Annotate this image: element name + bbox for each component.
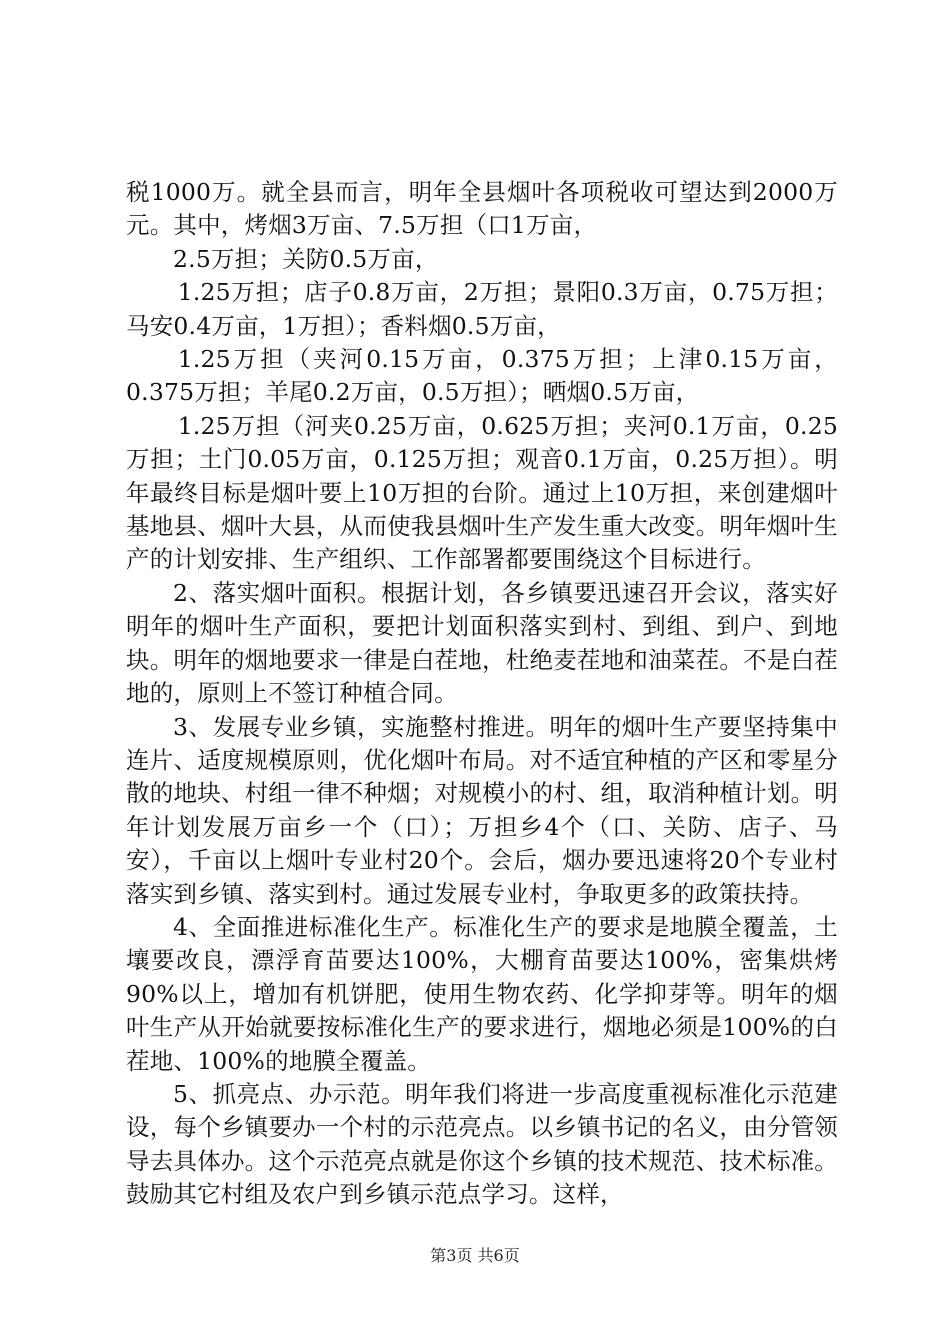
paragraph-item-3: 3、发展专业乡镇，实施整村推进。明年的烟叶生产要坚持集中连片、适度规模原则，优化烟叶布局。对不适宜种植的产区和零星分散的地块、村组一律不种烟；对规模小的村、组，取消种植计划。明年计划发展万亩乡一个（口）；万担乡4个（口、关防、店子、马安），千亩以上烟叶专业村20个。会后，烟办要迅速将20个专业村落实到乡镇、落实到村。通过发展专业村，争取更多的政策扶持。 [126, 712, 838, 908]
page-number-label: 第3页 共6页 [430, 1246, 520, 1265]
paragraph-continuation-1: 2.5万担；关防0.5万亩， [173, 244, 439, 273]
paragraph-item-4: 4、全面推进标准化生产。标准化生产的要求是地膜全覆盖，土壤要改良，漂浮育苗要达100%，大棚育苗要达100%，密集烘烤90%以上，增加有机饼肥，使用生物农药、化学抑芽等。明年的烟叶生产从开始就要按标准化生产的要求进行，烟地必须是100%的白茬地、100%的地膜全覆盖。 [126, 912, 838, 1075]
document-body [126, 176, 838, 1212]
paragraph-continuation-3: 1.25万担（夹河0.15万亩，0.375万担；上津0.15万亩，0.375万担；羊尾0.2万亩，0.5万担）；晒烟0.5万亩， [126, 345, 838, 407]
page-footer [0, 1246, 950, 1266]
paragraph-item-2: 2、落实烟叶面积。根据计划，各乡镇要迅速召开会议，落实好明年的烟叶生产面积，要把计划面积落实到村、到组、到户、到地块。明年的烟地要求一律是白茬地，杜绝麦茬地和油菜茬。不是白茬地的，原则上不签订种植合同。 [126, 578, 838, 708]
paragraph-continuation-2: 1.25万担；店子0.8万亩，2万担；景阳0.3万亩，0.75万担；马安0.4万亩，1万担）；香料烟0.5万亩， [126, 278, 838, 340]
paragraph-item-5: 5、抓亮点、办示范。明年我们将进一步高度重视标准化示范建设，每个乡镇要办一个村的示范亮点。以乡镇书记的名义，由分管领导去具体办。这个示范亮点就是你这个乡镇的技术规范、技术标准。鼓励其它村组及农户到乡镇示范点学习。这样， [126, 1079, 838, 1209]
paragraph-tax-summary: 税1000万。就全县而言，明年全县烟叶各项税收可望达到2000万元。其中，烤烟3万亩、7.5万担（口1万亩， [126, 178, 838, 240]
paragraph-continuation-4: 1.25万担（河夹0.25万亩，0.625万担；夹河0.1万亩，0.25万担；土门0.05万亩，0.125万担；观音0.1万亩，0.25万担）。明年最终目标是烟叶要上10万担的台阶。通过上10万担，来创建烟叶基地县、烟叶大县，从而使我县烟叶生产发生重大改变。明年烟叶生产的计划安排、生产组织、工作部署都要围绕这个目标进行。 [126, 411, 838, 574]
